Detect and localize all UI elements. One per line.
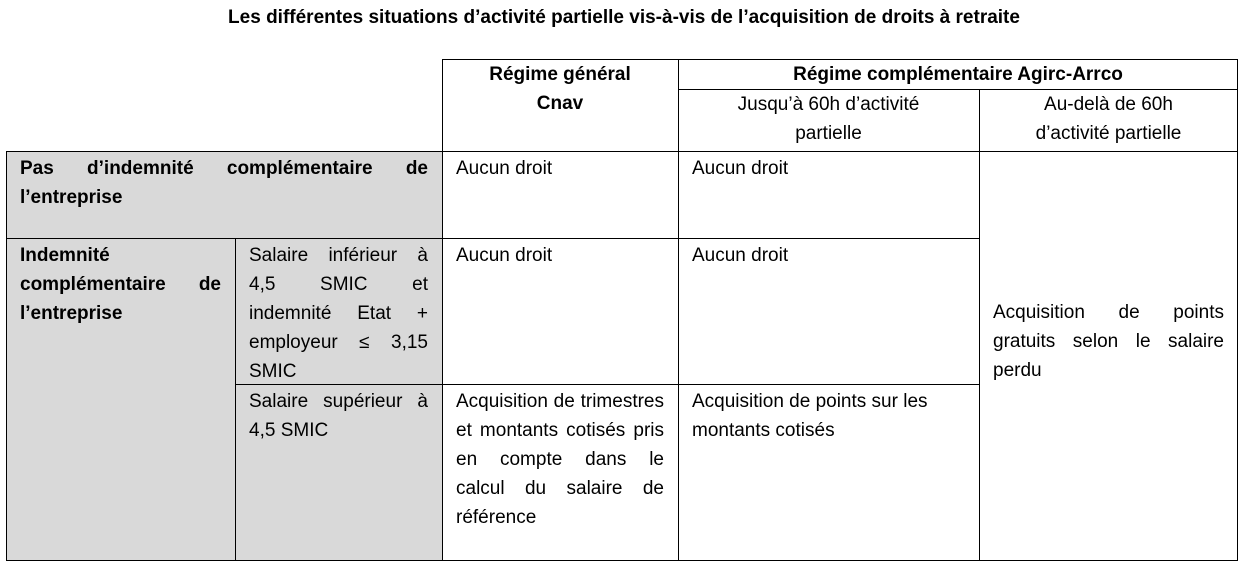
row-inferieur-label: Salaire inférieur à 4,5 SMIC et indemnité Etat + employeur ≤ 3,15 SMIC xyxy=(235,238,442,384)
row-indemnite-label: Indemnité complémentaire de l’entreprise xyxy=(6,238,235,560)
header-au-dela-60h: Au-delà de 60h d’activité partielle xyxy=(1035,94,1182,144)
border-col-60h xyxy=(979,89,980,561)
border-col-sub xyxy=(235,238,236,561)
border-col-agirc xyxy=(678,59,679,561)
header-regime-general: Régime général Cnav xyxy=(489,64,631,114)
row-pas-indemnite-cnav: Aucun droit xyxy=(456,158,553,179)
row-superieur-label: Salaire supérieur à 4,5 SMIC xyxy=(235,384,442,560)
border-col-cnav xyxy=(442,59,443,561)
page-title: Les différentes situations d’activité partielle vis-à-vis de l’acquisition de droits à retraite xyxy=(228,7,1020,28)
header-regime-complementaire: Régime complémentaire Agirc-Arrco xyxy=(793,64,1123,85)
row-inferieur-cnav: Aucun droit xyxy=(456,245,553,266)
border-col-right xyxy=(1237,59,1238,561)
border-top xyxy=(442,59,1238,60)
border-row2-bottom xyxy=(235,384,979,385)
header-jusqua-60h: Jusqu’à 60h d’activité partielle xyxy=(737,94,920,144)
border-col-left xyxy=(6,151,7,561)
border-subheader xyxy=(678,89,1238,90)
row-superieur-cnav: Acquisition de trimestres et montants cotisés pris en compte dans le calcul du salaire de référence xyxy=(456,391,664,528)
row-au-dela-60h-value: Acquisition de points gratuits selon le salaire perdu xyxy=(993,302,1224,381)
border-row1-bottom xyxy=(6,238,979,239)
row-superieur-agirc-60h: Acquisition de points sur les montants cotisés xyxy=(692,391,928,441)
row-pas-indemnite-agirc-60h: Aucun droit xyxy=(692,158,789,179)
border-bottom xyxy=(6,560,1238,561)
row-inferieur-agirc-60h: Aucun droit xyxy=(692,245,789,266)
row-pas-indemnite-label: Pas d’indemnité complémentaire de l’entreprise xyxy=(6,151,442,238)
border-header-bottom xyxy=(6,151,1238,152)
